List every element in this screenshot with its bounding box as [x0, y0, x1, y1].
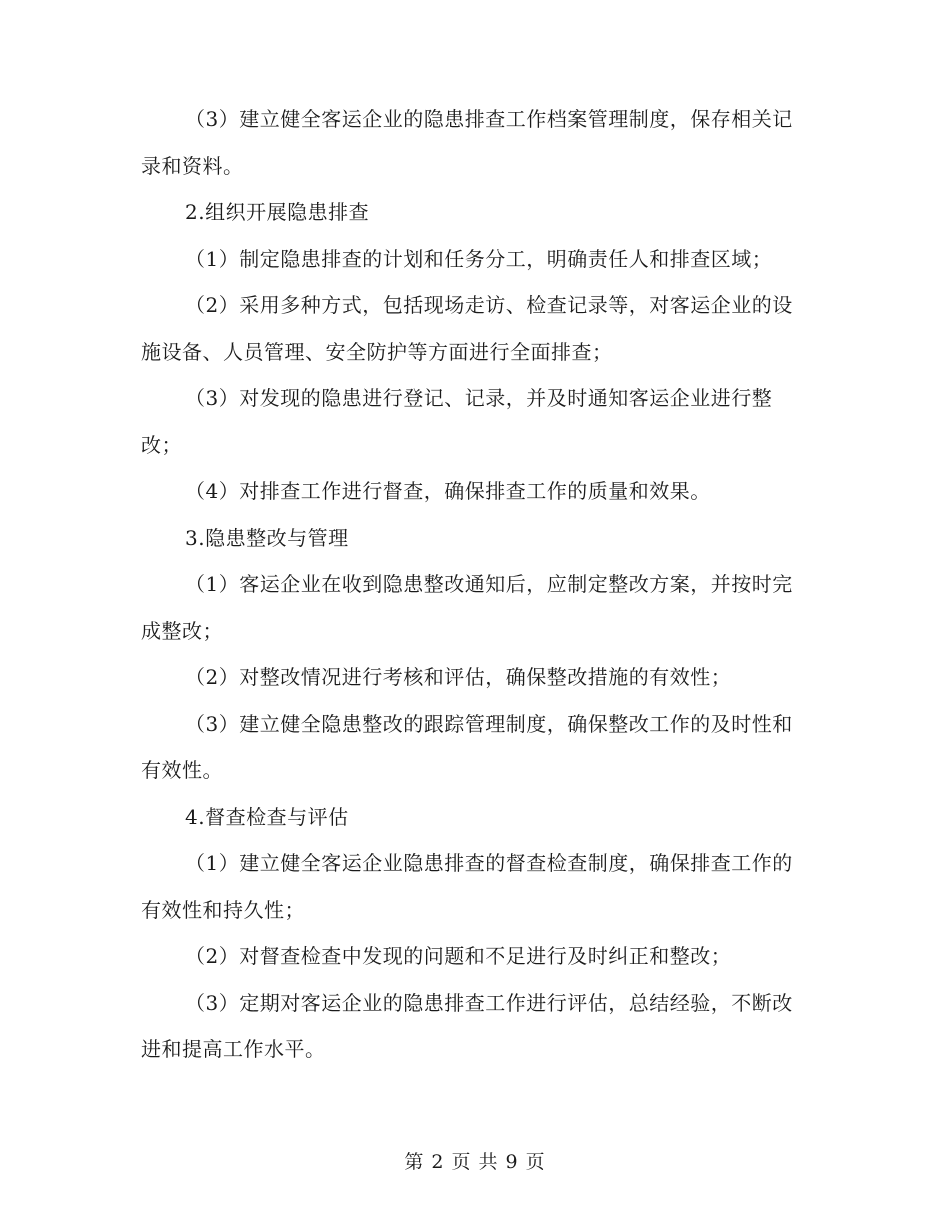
paragraph-item-2-methods: （2）采用多种方式，包括现场走访、检查记录等，对客运企业的设施设备、人员管理、安全防护等方面进行全面排查； — [141, 293, 793, 364]
paragraph-item-3-tracking: （3）建立健全隐患整改的跟踪管理制度，确保整改工作的及时性和有效性。 — [141, 711, 793, 782]
section-heading-rectification: 3.隐患整改与管理 — [185, 525, 349, 550]
paragraph-item-2-assess: （2）对整改情况进行考核和评估，确保整改措施的有效性； — [185, 665, 732, 689]
paragraph-item-3-archive: （3）建立健全客运企业的隐患排查工作档案管理制度，保存相关记录和资料。 — [141, 107, 793, 178]
paragraph-item-1-plan: （1）制定隐患排查的计划和任务分工，明确责任人和排查区域； — [185, 246, 773, 271]
paragraph-item-1-system: （1）建立健全客运企业隐患排查的督查检查制度，确保排查工作的有效性和持久性； — [141, 851, 793, 922]
paragraph-item-3-register: （3）对发现的隐患进行登记、记录，并及时通知客运企业进行整改； — [141, 386, 773, 457]
paragraph-item-3-evaluate: （3）定期对客运企业的隐患排查工作进行评估，总结经验，不断改进和提高工作水平。 — [141, 990, 793, 1061]
paragraph-item-2-correct: （2）对督查检查中发现的问题和不足进行及时纠正和整改； — [185, 944, 732, 968]
section-heading-organize-inspection: 2.组织开展隐患排查 — [185, 200, 370, 224]
document-body — [141, 96, 811, 1073]
paragraph-item-1-rectify-plan: （1）客运企业在收到隐患整改通知后，应制定整改方案，并按时完成整改； — [141, 572, 793, 643]
paragraph-item-4-supervise: （4）对排查工作进行督查，确保排查工作的质量和效果。 — [185, 479, 711, 503]
section-heading-inspection-evaluation: 4.督查检查与评估 — [185, 804, 349, 829]
page-number-footer: 第 2 页 共 9 页 — [404, 1151, 546, 1173]
